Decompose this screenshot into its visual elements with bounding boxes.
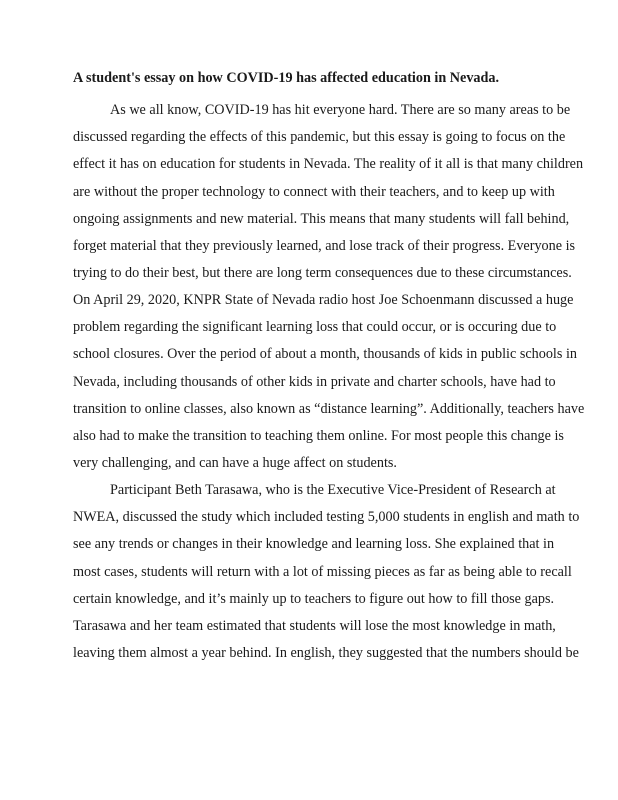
paragraph-2-line: certain knowledge, and it’s mainly up to teachers to figure out how to fill those gaps.: [73, 590, 555, 607]
paragraph-1-line: effect it has on education for students in Nevada. The reality of it all is that many children: [73, 156, 584, 173]
paragraph-2-line: most cases, students will return with a lot of missing pieces as far as being able to recall: [73, 563, 572, 580]
paragraph-2-line: Tarasawa and her team estimated that students will lose the most knowledge in math,: [73, 617, 556, 634]
paragraph-2-line: Participant Beth Tarasawa, who is the Executive Vice-President of Research at: [110, 482, 556, 499]
paragraph-1-line: problem regarding the significant learning loss that could occur, or is occuring due to: [73, 319, 557, 336]
paragraph-1-line: forget material that they previously learned, and lose track of their progress. Everyone is: [73, 237, 576, 254]
paragraph-1-line: Nevada, including thousands of other kids in private and charter schools, have had to: [73, 373, 556, 390]
paragraph-2-line: NWEA, discussed the study which included testing 5,000 students in english and math to: [73, 509, 580, 526]
paragraph-1-line: are without the proper technology to connect with their teachers, and to keep up with: [73, 183, 555, 200]
paragraph-1-line: ongoing assignments and new material. This means that many students will fall behind,: [73, 210, 570, 227]
paragraph-1-line: As we all know, COVID-19 has hit everyone hard. There are so many areas to be: [110, 102, 571, 118]
paragraph-1-line: On April 29, 2020, KNPR State of Nevada radio host Joe Schoenmann discussed a huge: [73, 292, 574, 309]
essay-title: A student's essay on how COVID-19 has affected education in Nevada.: [73, 70, 500, 86]
paragraph-1-line: very challenging, and can have a huge affect on students.: [73, 454, 397, 471]
paragraph-1-line: school closures. Over the period of about a month, thousands of kids in public schools in: [73, 346, 577, 363]
paragraph-1-line: discussed regarding the effects of this pandemic, but this essay is going to focus on the: [73, 129, 566, 146]
paragraph-2-line: leaving them almost a year behind. In english, they suggested that the numbers should be: [73, 645, 579, 661]
paragraph-1-line: also had to make the transition to teaching them online. For most people this change is: [73, 427, 564, 444]
paragraph-2-line: see any trends or changes in their knowledge and learning loss. She explained that in: [73, 536, 555, 553]
paragraph-1-line: transition to online classes, also known as “distance learning”. Additionally, teachers have: [73, 400, 585, 417]
paragraph-1-line: trying to do their best, but there are long term consequences due to these circumstances.: [73, 264, 572, 281]
